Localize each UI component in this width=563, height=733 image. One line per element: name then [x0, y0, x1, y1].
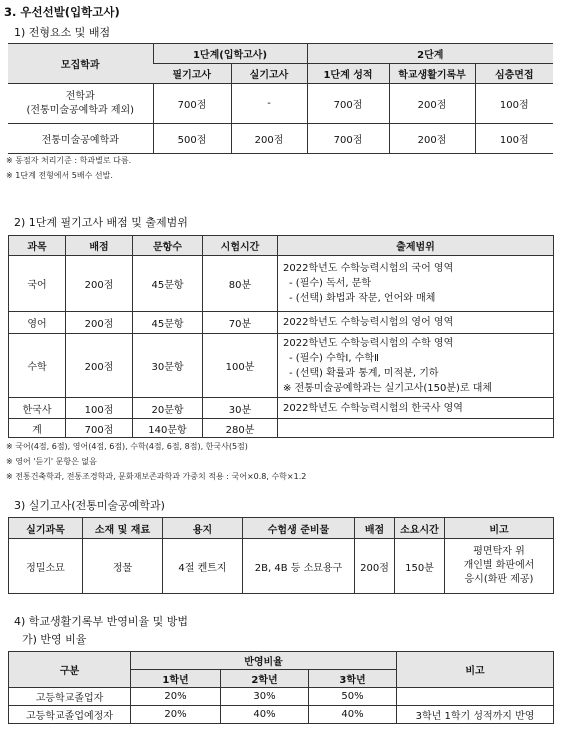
header-paper: 용지 [163, 518, 243, 539]
cell-y1: 20% [131, 688, 221, 706]
cell-time: 280분 [203, 419, 278, 438]
cell-score: 200점 [66, 256, 133, 312]
scope-line: 2022학년도 수학능력시험의 국어 영역 [283, 263, 454, 274]
cell-time: 30분 [203, 398, 278, 419]
table-row [9, 688, 554, 706]
note: ※ 1단계 전형에서 5배수 선발. [6, 171, 113, 180]
cell-paper: 4절 켄트지 [163, 539, 243, 594]
cell-time: 80분 [203, 256, 278, 312]
cell-score: 200점 [66, 312, 133, 334]
scope-line: 2022학년도 수학능력시험의 한국사 영역 [283, 402, 463, 414]
header-interview: 심층면접 [475, 64, 553, 84]
scope-line: - (선택) 확률과 통계, 미적분, 기하 [289, 367, 439, 379]
cell-subject: 한국사 [9, 398, 66, 419]
cell-written: 500점 [153, 124, 231, 154]
remark-line: 평면탁자 위 [473, 546, 525, 557]
selection-elements-table [8, 43, 553, 154]
scope-line: ※ 전통미술공예학과는 실기고사(150분)로 대체 [283, 382, 493, 394]
cell-time: 70분 [203, 312, 278, 334]
table-row [9, 334, 554, 398]
cell-count: 20문항 [133, 398, 203, 419]
s2-heading: 2) 1단계 필기고사 배점 및 출제범위 [14, 216, 188, 229]
cell-practical: 200점 [231, 124, 307, 154]
cell-count: 30문항 [133, 334, 203, 398]
header-year2: 2학년 [221, 670, 309, 688]
cell-score: 700점 [66, 419, 133, 438]
cell-y3: 50% [309, 688, 397, 706]
cell-written: 700점 [153, 84, 231, 124]
cell-count: 45문항 [133, 312, 203, 334]
header-material: 소재 및 재료 [83, 518, 163, 539]
cell-interview: 100점 [475, 124, 553, 154]
cell-stage1: 700점 [307, 84, 389, 124]
header-subject: 실기과목 [9, 518, 83, 539]
cell-subject: 정밀소묘 [9, 539, 83, 594]
table-row [9, 256, 554, 312]
practical-exam-table [8, 517, 554, 594]
header-time: 소요시간 [395, 518, 445, 539]
remark-line: 응시(화판 제공) [464, 574, 534, 585]
s3-heading: 3) 실기고사(전통미술공예학과) [14, 499, 165, 512]
dept-name: 전학과 [65, 90, 95, 102]
dept-name: 전통미술공예학과 [8, 124, 153, 154]
cell-y3: 40% [309, 706, 397, 724]
remark-line: 개인별 화판에서 [463, 560, 535, 571]
header-written: 필기고사 [153, 64, 231, 84]
cell-subject: 수학 [9, 334, 66, 398]
cell-score: 100점 [66, 398, 133, 419]
scope-line: 2022학년도 수학능력시험의 수학 영역 [283, 337, 454, 349]
table-row-total [9, 419, 554, 438]
scope-line: 2022학년도 수학능력시험의 영어 영역 [283, 317, 454, 328]
record-ratio-table [8, 651, 554, 724]
header-dept: 모집학과 [8, 44, 153, 84]
cell-y2: 30% [221, 688, 309, 706]
note: ※ 동점자 처리기준 : 학과별로 다름. [6, 156, 132, 165]
cell-subject: 계 [9, 419, 66, 438]
cell-time: 150분 [395, 539, 445, 594]
cell-time: 100분 [203, 334, 278, 398]
header-stage1-score: 1단계 성적 [307, 64, 389, 84]
table-row [8, 84, 553, 124]
section-title: 3. 우선선발(입학고사) [4, 5, 120, 19]
header-stage2: 2단계 [307, 44, 553, 64]
header-practical: 실기고사 [231, 64, 307, 84]
header-remark: 비고 [397, 652, 554, 688]
cell-subject: 영어 [9, 312, 66, 334]
s4-subheading: 가) 반영 비율 [22, 633, 87, 646]
header-remark: 비고 [445, 518, 554, 539]
table-row [8, 124, 553, 154]
table-row [9, 706, 554, 724]
cell-count: 140문항 [133, 419, 203, 438]
cell-count: 45문항 [133, 256, 203, 312]
dept-name-note: (전통미술공예학과 제외) [26, 104, 135, 116]
header-stage1: 1단계(입학고사) [153, 44, 307, 64]
header-record: 학교생활기록부 [389, 64, 475, 84]
header-time: 시험시간 [203, 236, 278, 256]
table-row [9, 312, 554, 334]
scope-line: - (필수) 독서, 문학 [289, 278, 372, 289]
cell-stage1: 700점 [307, 124, 389, 154]
cell-subject: 국어 [9, 256, 66, 312]
scope-line: - (필수) 수학Ⅰ, 수학Ⅱ [289, 352, 379, 364]
header-score: 배점 [355, 518, 395, 539]
note: ※ 영어 '듣기' 문항은 없음 [6, 457, 97, 466]
cell-record: 200점 [389, 124, 475, 154]
cell-score: 200점 [355, 539, 395, 594]
header-category: 구분 [9, 652, 131, 688]
cell-supplies: 2B, 4B 등 소묘용구 [243, 539, 355, 594]
cell-interview: 100점 [475, 84, 553, 124]
cell-y1: 20% [131, 706, 221, 724]
written-exam-table [8, 235, 554, 438]
cell-category: 고등학교졸업예정자 [9, 706, 131, 724]
cell-record: 200점 [389, 84, 475, 124]
header-year1: 1학년 [131, 670, 221, 688]
cell-score: 200점 [66, 334, 133, 398]
header-scope: 출제범위 [278, 236, 554, 256]
header-score: 배점 [66, 236, 133, 256]
header-count: 문항수 [133, 236, 203, 256]
cell-material: 정물 [83, 539, 163, 594]
table-row [9, 398, 554, 419]
table-row [9, 539, 554, 594]
header-subject: 과목 [9, 236, 66, 256]
cell-practical: - [231, 84, 307, 124]
note: ※ 전통건축학과, 전통조경학과, 문화재보존과학과 가중치 적용 : 국어×0.8, 수학×1.2 [6, 472, 307, 481]
note: ※ 국어(4점, 6점), 영어(4점, 6점), 수학(4점, 6점, 8점), 한국사(5점) [6, 442, 248, 451]
cell-y2: 40% [221, 706, 309, 724]
header-year3: 3학년 [309, 670, 397, 688]
scope-line: - (선택) 화법과 작문, 언어와 매체 [289, 293, 436, 304]
s1-heading: 1) 전형요소 및 배점 [14, 26, 111, 39]
cell-remark [397, 688, 554, 706]
cell-category: 고등학교졸업자 [9, 688, 131, 706]
header-ratio: 반영비율 [131, 652, 397, 670]
cell-remark: 3학년 1학기 성적까지 반영 [397, 706, 554, 724]
header-supplies: 수험생 준비물 [243, 518, 355, 539]
s4-heading: 4) 학교생활기록부 반영비율 및 방법 [14, 615, 189, 628]
